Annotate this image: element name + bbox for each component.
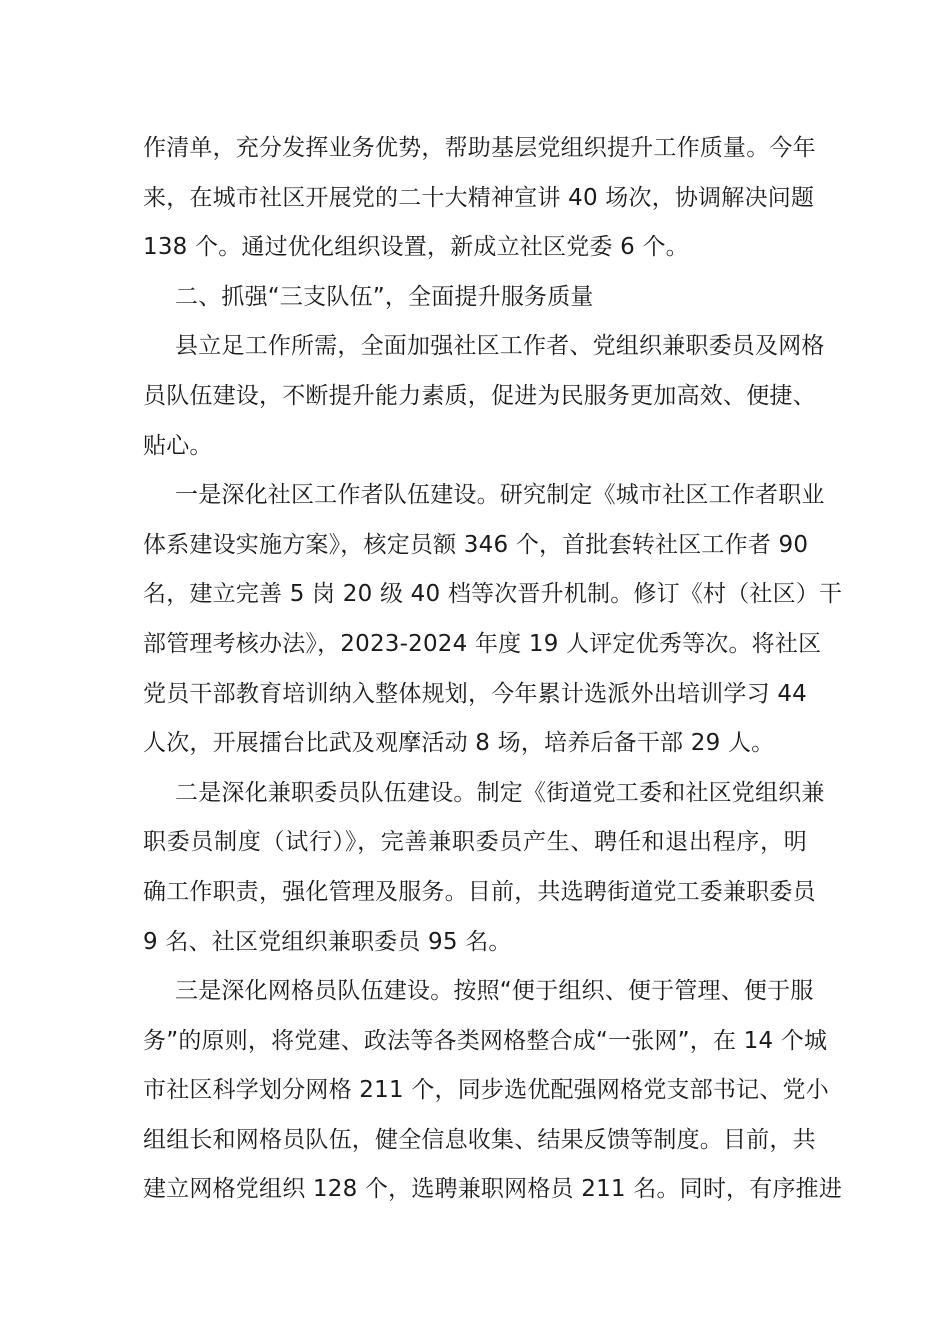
text-line: 县立足工作所需，全面加强社区工作者、党组织兼职委员及网格 <box>175 333 825 360</box>
text-line: 人次，开展擂台比武及观摩活动 8 场，培养后备干部 29 人。 <box>143 730 775 757</box>
paragraph-point-1 <box>143 471 843 769</box>
text-line: 来，在城市社区开展党的二十大精神宣讲 40 场次，协调解决问题 <box>143 184 815 211</box>
text-line: 市社区科学划分网格 211 个，同步选优配强网格党支部书记、党小 <box>143 1077 829 1104</box>
heading-text: 二、抓强“三支队伍”，全面提升服务质量 <box>175 283 594 310</box>
text-line: 建立网格党组织 128 个，选聘兼职网格员 211 名。同时，有序推进 <box>143 1176 843 1203</box>
paragraph-section-intro <box>143 322 825 471</box>
text-line: 贴心。 <box>143 432 213 459</box>
text-line: 9 名、社区党组织兼职委员 95 名。 <box>143 928 512 955</box>
text-line: 确工作职责，强化管理及服务。目前，共选聘街道党工委兼职委员 <box>143 878 816 905</box>
text-line: 二是深化兼职委员队伍建设。制定《街道党工委和社区党组织兼 <box>175 779 825 806</box>
text-line: 职委员制度（试行）》，完善兼职委员产生、聘任和退出程序，明 <box>143 829 807 856</box>
document-page <box>143 124 843 1215</box>
text-line: 组组长和网格员队伍，健全信息收集、结果反馈等制度。目前，共 <box>143 1126 816 1153</box>
text-line: 作清单，充分发挥业务优势，帮助基层党组织提升工作质量。今年 <box>143 135 816 161</box>
section-heading <box>143 273 807 323</box>
text-line: 党员干部教育培训纳入整体规划，今年累计选派外出培训学习 44 <box>143 680 807 707</box>
text-line: 部管理考核办法》，2023-2024 年度 19 人评定优秀等次。将社区 <box>143 630 822 657</box>
text-line: 体系建设实施方案》，核定员额 346 个，首批套转社区工作者 90 <box>143 531 809 558</box>
paragraph-point-2 <box>143 769 825 967</box>
text-line: 138 个。通过优化组织设置，新成立社区党委 6 个。 <box>143 234 689 261</box>
text-line: 员队伍建设，不断提升能力素质，促进为民服务更加高效、便捷、 <box>143 382 816 409</box>
paragraph-point-3 <box>143 967 843 1215</box>
text-line: 一是深化社区工作者队伍建设。研究制定《城市社区工作者职业 <box>175 482 825 509</box>
text-line: 务”的原则，将党建、政法等各类网格整合成“一张网”，在 14 个城 <box>143 1027 828 1054</box>
paragraph-intro-continued <box>143 124 816 273</box>
text-line: 三是深化网格员队伍建设。按照“便于组织、便于管理、便于服 <box>175 978 814 1005</box>
text-line: 名，建立完善 5 岗 20 级 40 档等次晋升机制。修订《村（社区）干 <box>143 581 843 608</box>
